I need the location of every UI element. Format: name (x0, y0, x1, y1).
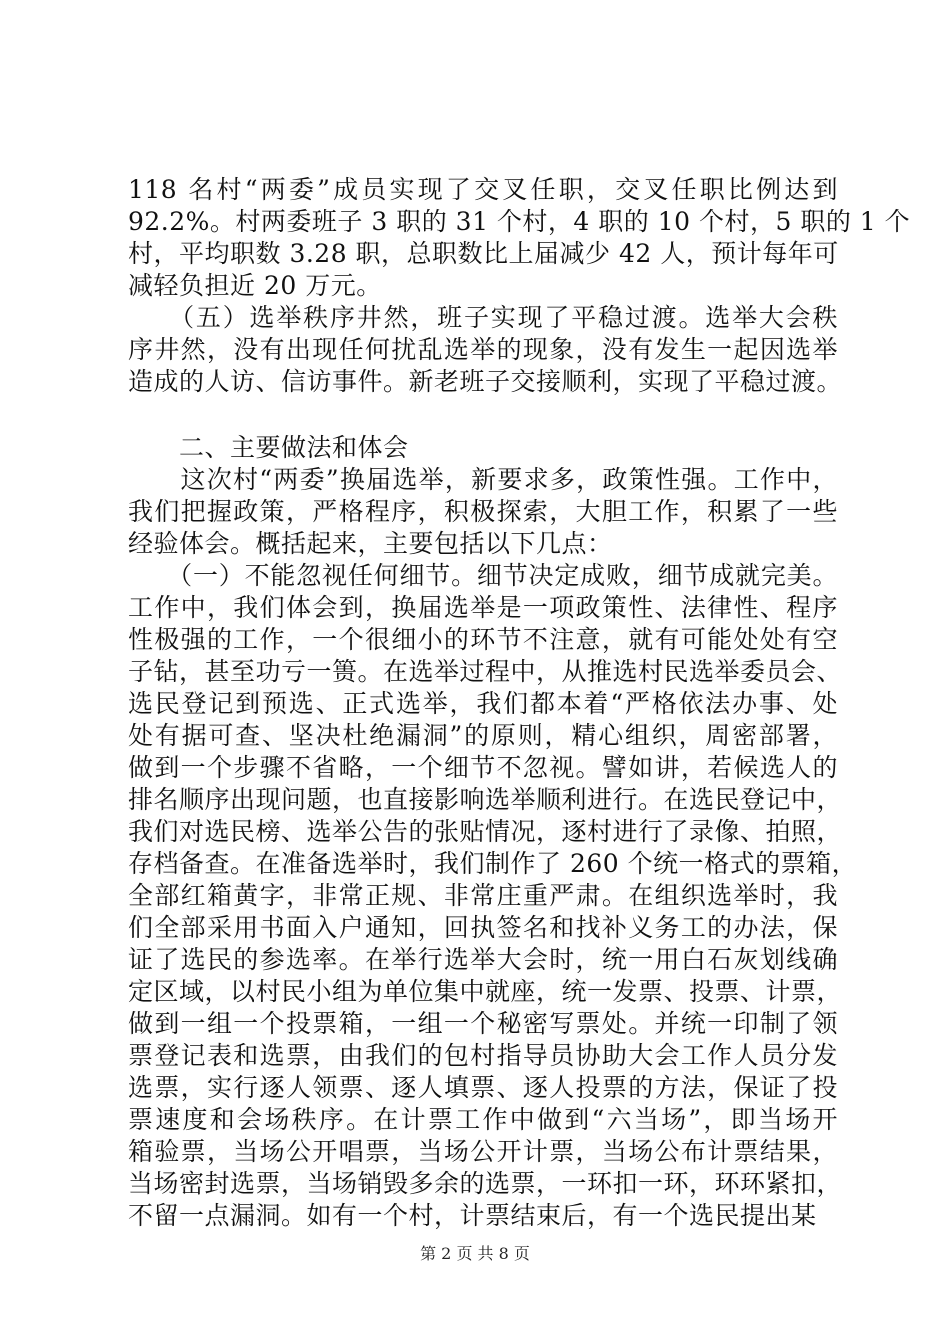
page-number-footer: 第 2 页 共 8 页 (420, 1244, 530, 1263)
text-line: 造成的人访、信访事件。新老班子交接顺利，实现了平稳过渡。 (128, 367, 843, 396)
text-line: 全部红箱黄字，非常正规、非常庄重严肃。在组织选举时，我 (128, 881, 838, 910)
text-line: 我们对选民榜、选举公告的张贴情况，逐村进行了录像、拍照， (128, 817, 843, 846)
text-line: 118 名村“两委”成员实现了交叉任职，交叉任职比例达到 (128, 175, 838, 204)
text-line: 序井然，没有出现任何扰乱选举的现象，没有发生一起因选举 (128, 335, 838, 364)
text-line: 工作中，我们体会到，换届选举是一项政策性、法律性、程序 (128, 593, 838, 622)
text-line: 做到一组一个投票箱，一组一个秘密写票处。并统一印制了领 (128, 1009, 838, 1038)
text-line: 处有据可查、坚决杜绝漏洞”的原则，精心组织，周密部署， (128, 721, 838, 750)
text-line: 票登记表和选票，由我们的包村指导员协助大会工作人员分发 (128, 1041, 838, 1070)
text-line: 存档备查。在准备选举时，我们制作了 260 个统一格式的票箱， (128, 849, 858, 878)
paragraph (128, 174, 911, 302)
paragraph-gap (128, 398, 838, 432)
text-line: 做到一个步骤不省略，一个细节不忽视。譬如讲，若候选人的 (128, 753, 838, 782)
text-line: 票速度和会场秩序。在计票工作中做到“六当场”，即当场开 (128, 1105, 838, 1134)
paragraph (128, 464, 838, 560)
text-line: 92.2%。村两委班子 3 职的 31 个村，4 职的 10 个村，5 职的 1 个 (128, 207, 911, 236)
text-line: 定区域，以村民小组为单位集中就座，统一发票、投票、计票， (128, 977, 843, 1006)
text-line: 性极强的工作，一个很细小的环节不注意，就有可能处处有空 (128, 625, 838, 654)
text-line: 我们把握政策，严格程序，积极探索，大胆工作，积累了一些 (128, 497, 838, 526)
text-line: 经验体会。概括起来，主要包括以下几点： (128, 529, 613, 558)
text-line: （五）选举秩序井然，班子实现了平稳过渡。选举大会秩 (128, 303, 838, 332)
text-line: 证了选民的参选率。在举行选举大会时，统一用白石灰划线确 (128, 945, 838, 974)
text-line: 选票，实行逐人领票、逐人填票、逐人投票的方法，保证了投 (128, 1073, 838, 1102)
document-body (128, 174, 911, 1232)
text-line: 当场密封选票，当场销毁多余的选票，一环扣一环，环环紧扣， (128, 1169, 843, 1198)
text-line: 二、主要做法和体会 (128, 433, 409, 462)
text-line: 们全部采用书面入户通知，回执签名和找补义务工的办法，保 (128, 913, 838, 942)
text-line: 选民登记到预选、正式选举，我们都本着“严格依法办事、处 (128, 689, 838, 718)
text-line: 这次村“两委”换届选举，新要求多，政策性强。工作中， (128, 465, 838, 494)
text-line: 不留一点漏洞。如有一个村，计票结束后，有一个选民提出某 (128, 1201, 817, 1230)
text-line: 子钻，甚至功亏一篑。在选举过程中，从推选村民选举委员会、 (128, 657, 843, 686)
text-line: 排名顺序出现问题，也直接影响选举顺利进行。在选民登记中， (128, 785, 843, 814)
text-line: 减轻负担近 20 万元。 (128, 271, 382, 300)
text-line: （一）不能忽视任何细节。细节决定成败，细节成就完美。 (128, 561, 838, 590)
paragraph (128, 432, 838, 464)
text-line: 村，平均职数 3.28 职，总职数比上届减少 42 人，预计每年可 (128, 239, 839, 268)
paragraph (128, 560, 858, 1232)
text-line: 箱验票，当场公开唱票，当场公开计票，当场公布计票结果， (128, 1137, 838, 1166)
paragraph (128, 302, 843, 398)
